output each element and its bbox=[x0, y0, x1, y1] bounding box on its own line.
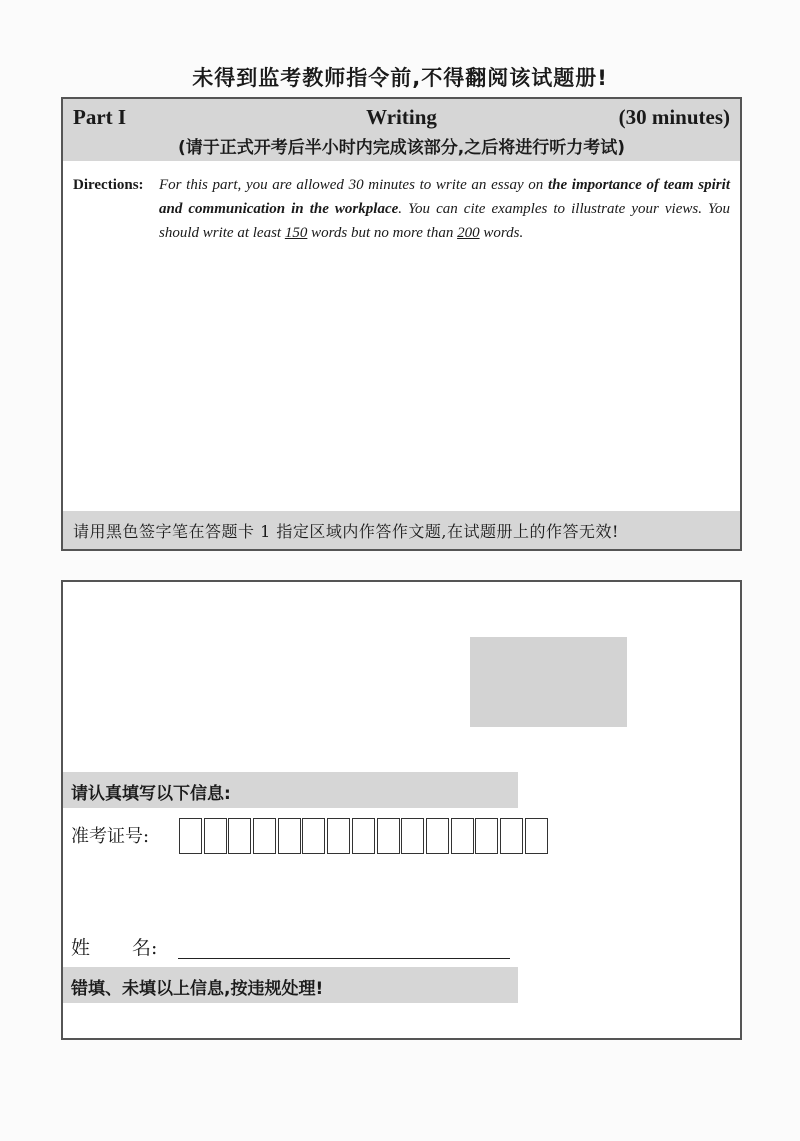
exam-id-digit-box[interactable] bbox=[278, 818, 301, 854]
part-header bbox=[63, 99, 740, 161]
exam-id-digit-box[interactable] bbox=[352, 818, 375, 854]
directions-text-3: words but no more than bbox=[307, 225, 458, 241]
exam-id-digit-box[interactable] bbox=[179, 818, 202, 854]
exam-id-digit-box[interactable] bbox=[401, 818, 424, 854]
exam-id-digit-box[interactable] bbox=[475, 818, 498, 854]
part-footer bbox=[63, 511, 740, 549]
directions-text-4: words. bbox=[479, 225, 524, 241]
candidate-info-card bbox=[61, 580, 742, 1040]
top-warning: 未得到监考教师指令前,不得翻阅该试题册! bbox=[192, 66, 608, 90]
warning-bar bbox=[63, 967, 518, 1003]
exam-id-digit-box[interactable] bbox=[228, 818, 251, 854]
part-time: (30 minutes) bbox=[618, 105, 730, 129]
exam-id-digit-box[interactable] bbox=[426, 818, 449, 854]
directions-text-2: . You can cite examples to illustrate your views. You should write at least bbox=[159, 201, 730, 241]
exam-id-boxes bbox=[179, 818, 549, 854]
barcode-area bbox=[470, 637, 627, 727]
info-title: 请认真填写以下信息: bbox=[71, 784, 231, 804]
exam-id-digit-box[interactable] bbox=[500, 818, 523, 854]
part-label: Part I bbox=[73, 105, 127, 129]
name-label: 姓 名: bbox=[71, 937, 158, 959]
warning-text: 错填、未填以上信息,按违规处理! bbox=[71, 979, 324, 999]
part-title-row bbox=[73, 105, 730, 131]
info-title-bar bbox=[63, 772, 518, 808]
name-row bbox=[71, 931, 511, 961]
directions-text bbox=[159, 173, 730, 245]
name-input-line[interactable] bbox=[178, 958, 510, 959]
exam-id-digit-box[interactable] bbox=[525, 818, 548, 854]
max-words: 200 bbox=[457, 225, 480, 241]
min-words: 150 bbox=[284, 225, 308, 241]
exam-id-label: 准考证号: bbox=[71, 826, 150, 847]
directions bbox=[73, 173, 730, 245]
exam-id-digit-box[interactable] bbox=[327, 818, 350, 854]
directions-text-1: For this part, you are allowed 30 minutes to write an essay on bbox=[159, 177, 548, 193]
exam-id-digit-box[interactable] bbox=[377, 818, 400, 854]
exam-id-digit-box[interactable] bbox=[204, 818, 227, 854]
exam-id-digit-box[interactable] bbox=[451, 818, 474, 854]
exam-id-digit-box[interactable] bbox=[253, 818, 276, 854]
writing-part-box bbox=[61, 97, 742, 551]
exam-id-digit-box[interactable] bbox=[302, 818, 325, 854]
directions-label: Directions: bbox=[73, 177, 144, 193]
part-subtitle: (请于正式开考后半小时内完成该部分,之后将进行听力考试) bbox=[178, 138, 625, 158]
essay-topic: the importance of team spirit and communication in the workplace bbox=[159, 177, 730, 217]
part-footer-text: 请用黑色签字笔在答题卡 1 指定区域内作答作文题,在试题册上的作答无效! bbox=[73, 522, 619, 541]
part-name: Writing bbox=[366, 105, 437, 129]
